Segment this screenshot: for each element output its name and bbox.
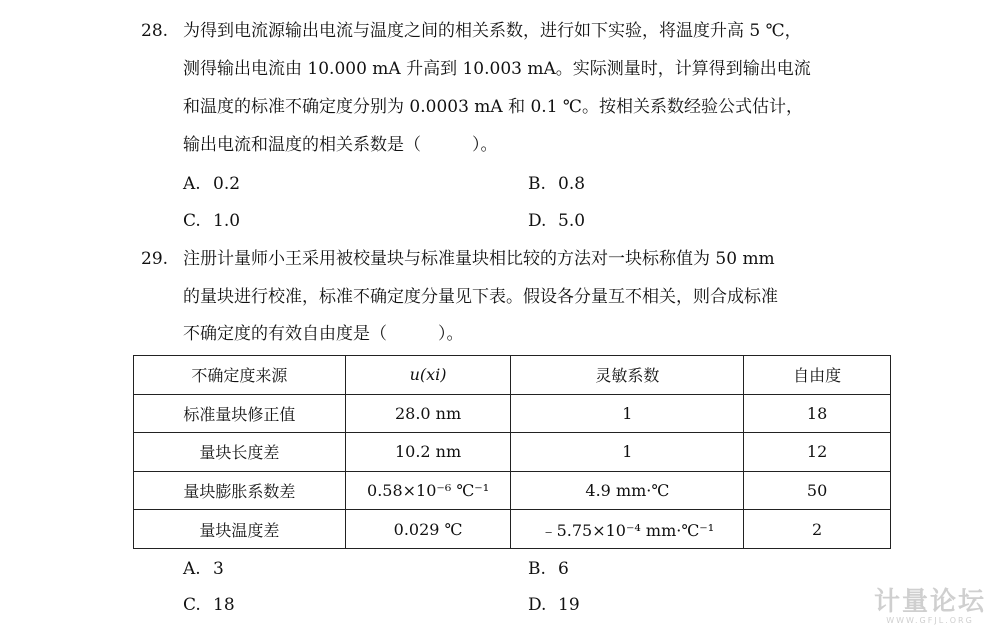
table-row <box>134 433 891 472</box>
table-cell: 50 <box>744 471 891 510</box>
question-text-line: 的量块进行校准，标准不确定度分量见下表。假设各分量互不相关，则合成标准 <box>183 287 778 307</box>
table-cell: 0.029 ℃ <box>345 510 511 549</box>
question-number: 29. <box>141 249 169 269</box>
question-text-line: 测得输出电流由 10.000 mA 升高到 10.003 mA。实际测量时，计算得到输出电流 <box>183 59 811 79</box>
table-cell: 1 <box>511 394 744 433</box>
table-cell: 18 <box>744 394 891 433</box>
watermark-url: WWW.GFJL.ORG <box>886 616 974 625</box>
option-letter: B. <box>528 174 546 194</box>
table-header: 自由度 <box>744 356 891 395</box>
option-value: 3 <box>213 559 224 579</box>
question-text-line: 注册计量师小王采用被校量块与标准量块相比较的方法对一块标称值为 50 mm <box>183 249 775 269</box>
table-cell: ﹣5.75×10⁻⁴ mm·℃⁻¹ <box>511 510 744 549</box>
question-number: 28. <box>141 21 169 41</box>
table-header: u(xi) <box>345 356 511 395</box>
option-value: 6 <box>558 559 569 579</box>
watermark-logo: 计量论坛 <box>873 587 986 617</box>
table-cell: 标准量块修正值 <box>134 394 346 433</box>
option-a <box>183 173 240 195</box>
table-header: 不确定度来源 <box>134 356 346 395</box>
table-row <box>134 510 891 549</box>
option-letter: C. <box>183 211 201 231</box>
table-cell: 0.58×10⁻⁶ ℃⁻¹ <box>345 471 511 510</box>
table-row <box>134 471 891 510</box>
option-letter: B. <box>528 559 546 579</box>
question-text-line: 和温度的标准不确定度分别为 0.0003 mA 和 0.1 ℃。按相关系数经验公式估计， <box>183 97 803 117</box>
option-value: 0.2 <box>213 174 241 194</box>
option-value: 0.8 <box>558 174 586 194</box>
option-letter: C. <box>183 595 201 615</box>
uncertainty-table <box>133 355 891 549</box>
table-cell: 1 <box>511 433 744 472</box>
table-header-row <box>134 356 891 395</box>
option-a <box>183 558 224 580</box>
table-header: 灵敏系数 <box>511 356 744 395</box>
option-letter: D. <box>528 595 547 615</box>
option-b <box>528 173 585 195</box>
table-cell: 量块膨胀系数差 <box>134 471 346 510</box>
option-b <box>528 558 569 580</box>
table-cell: 4.9 mm·℃ <box>511 471 744 510</box>
option-c <box>183 594 235 616</box>
option-value: 19 <box>558 595 580 615</box>
table-cell: 28.0 nm <box>345 394 511 433</box>
option-value: 1.0 <box>213 211 241 231</box>
question-text-line: 输出电流和温度的相关系数是（ ）。 <box>183 135 498 155</box>
watermark <box>874 588 986 625</box>
table-cell: 10.2 nm <box>345 433 511 472</box>
question-text-line: 不确定度的有效自由度是（ ）。 <box>183 324 464 344</box>
table-cell: 量块长度差 <box>134 433 346 472</box>
option-letter: A. <box>183 559 201 579</box>
option-d <box>528 210 585 232</box>
option-letter: A. <box>183 174 201 194</box>
question-text-line: 为得到电流源输出电流与温度之间的相关系数，进行如下实验，将温度升高 5 ℃， <box>183 21 802 41</box>
table-cell: 12 <box>744 433 891 472</box>
table-cell: 2 <box>744 510 891 549</box>
option-value: 5.0 <box>558 211 586 231</box>
table-row <box>134 394 891 433</box>
option-d <box>528 594 580 616</box>
table-cell: 量块温度差 <box>134 510 346 549</box>
option-letter: D. <box>528 211 547 231</box>
option-c <box>183 210 240 232</box>
option-value: 18 <box>213 595 235 615</box>
